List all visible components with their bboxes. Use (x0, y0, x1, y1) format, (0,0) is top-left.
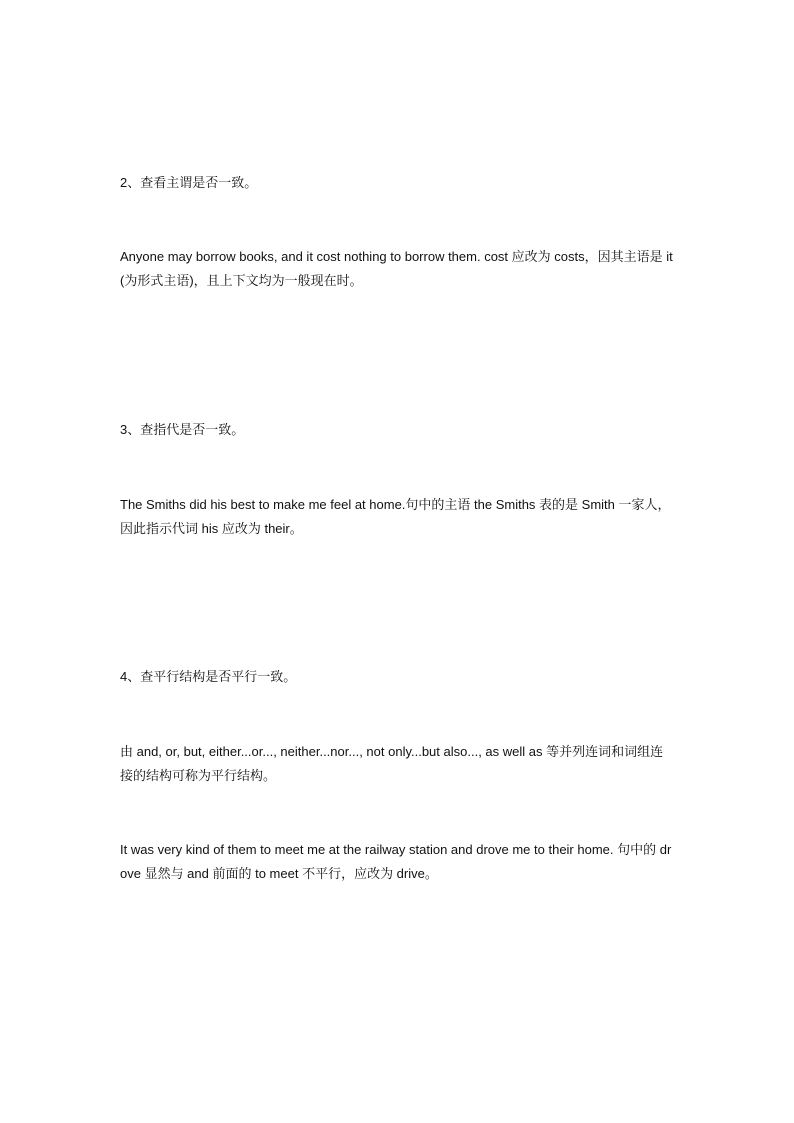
section-4-paragraph-2: It was very kind of them to meet me at the railway station and drove me to their home. 句中的 drove 显然与 and 前面的 to meet 不平行，应改为 drive。 (120, 842, 672, 881)
section-2-paragraph: Anyone may borrow books, and it cost nothing to borrow them. cost 应改为 costs，因其主语是 it(为形式主语)，且上下文均为一般现在时。 (120, 249, 673, 288)
section-4-paragraph-1: 由 and, or, but, either...or..., neither...nor..., not only...but also..., as well as 等并列连词和词组连接的结构可称为平行结构。 (120, 744, 664, 783)
section-4-heading: 4、查平行结构是否平行一致。 (120, 669, 297, 684)
section-3-paragraph: The Smiths did his best to make me feel at home.句中的主语 the Smiths 表的是 Smith 一家人，因此指示代词 his 应改为 their。 (120, 497, 671, 536)
section-2-heading: 2、查看主谓是否一致。 (120, 175, 258, 190)
section-3-heading: 3、查指代是否一致。 (120, 422, 245, 437)
